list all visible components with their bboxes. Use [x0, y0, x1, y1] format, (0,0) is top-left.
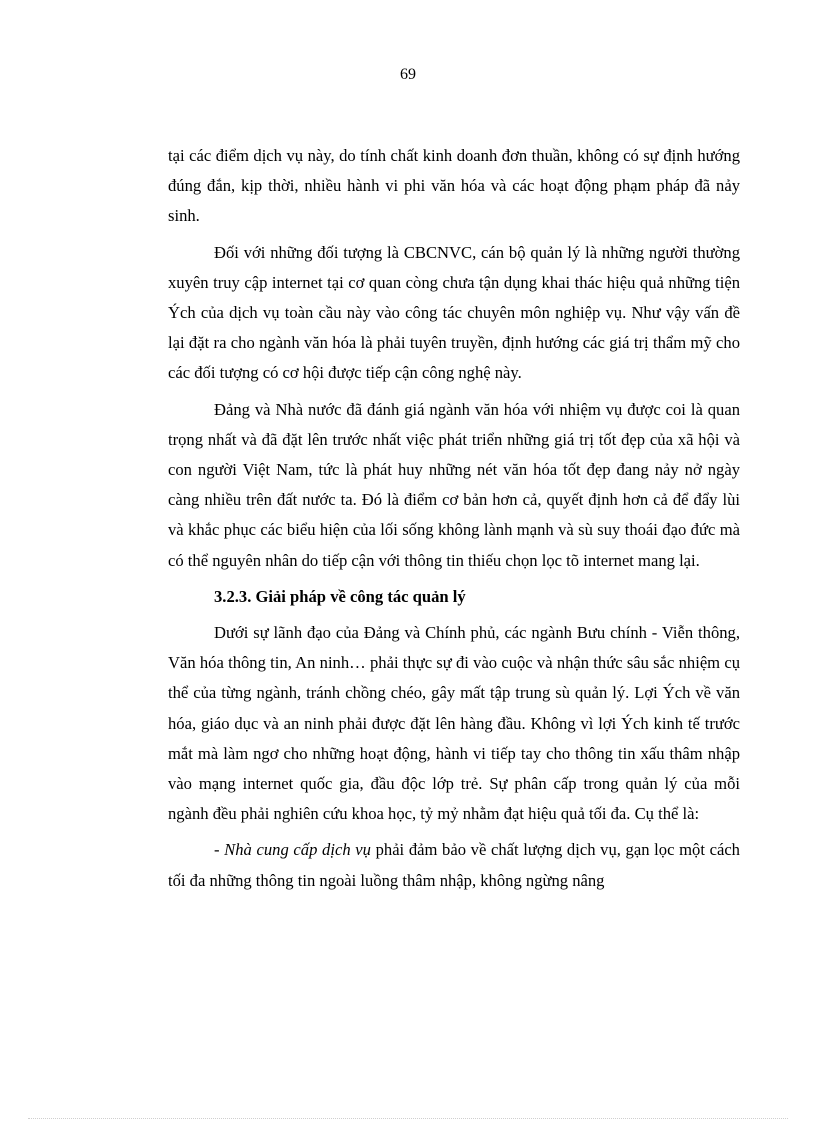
paragraph-civil-servants: Đối với những đối tượng là CBCNVC, cán bộ quản lý là những người thường xuyên truy cập internet tại cơ quan còng chưa tận dụng khai thác hiệu quả những tiện Ých của dịch vụ toàn cầu này vào công tác chuyên môn nghiệp vụ. Như vậy vấn đề lại đặt ra cho ngành văn hóa là phải tuyên truyền, định hướng các giá trị thẩm mỹ cho các đối tượng có cơ hội được tiếp cận công nghệ này.	[168, 242, 740, 383]
section-heading: 3.2.3. Giải pháp về công tác quản lý	[214, 586, 466, 606]
service-provider-label: - Nhà cung cấp dịch vụ	[214, 840, 371, 860]
paragraph-management: Dưới sự lãnh đạo của Đảng và Chính phủ, các ngành Bưu chính - Viễn thông, Văn hóa thông tin, An ninh… phải thực sự đi vào cuộc và nhận thức sâu sắc nhiệm cụ thể của từng ngành, tránh chồng chéo, gây mất tập trung sù quản lý. Lợi Ých về văn hóa, giáo dục và an ninh phải được đặt lên hàng đầu. Không vì lợi Ých kinh tế trước mắt mà làm ngơ cho những hoạt động, hành vi tiếp tay cho thông tin xấu thâm nhập vào mạng internet quốc gia, đầu độc lớp trẻ. Sự phân cấp trong quản lý của mỗi ngành đều phải nghiên cứu khoa học, tỷ mỷ nhằm đạt hiệu quả tối đa. Cụ thể là:	[168, 623, 740, 824]
paragraph-party-state: Đảng và Nhà nước đã đánh giá ngành văn hóa với nhiệm vụ được coi là quan trọng nhất và đã đặt lên trước nhất việc phát triển những giá trị tốt đẹp của xã hội và con người Việt Nam, tức là phát huy những nét văn hóa tốt đẹp đang nảy nở ngày càng nhiều trên đất nước ta. Đó là điểm cơ bản hơn cả, quyết định hơn cả để đẩy lùi và khắc phục các biểu hiện của lối sống không lành mạnh và sù suy thoái đạo đức mà có thể nguyên nhân do tiếp cận với thông tin thiếu chọn lọc tõ internet mang lại.	[168, 399, 740, 570]
paragraph-continuation: tại các điểm dịch vụ này, do tính chất kinh doanh đơn thuần, không có sự định hướng đúng đắn, kịp thời, nhiều hành vi phi văn hóa và các hoạt động phạm pháp đã nảy sinh.	[168, 146, 740, 226]
page-bottom-rule	[28, 1118, 788, 1119]
document-body	[168, 141, 740, 902]
paragraph-service-provider	[168, 835, 740, 895]
page-number: 69	[400, 66, 416, 83]
service-provider-text: phải đảm bảo về chất lượng dịch vụ, gạn lọc một cách tối đa những thông tin ngoài luồng thâm nhập, không ngừng nâng	[168, 840, 740, 890]
